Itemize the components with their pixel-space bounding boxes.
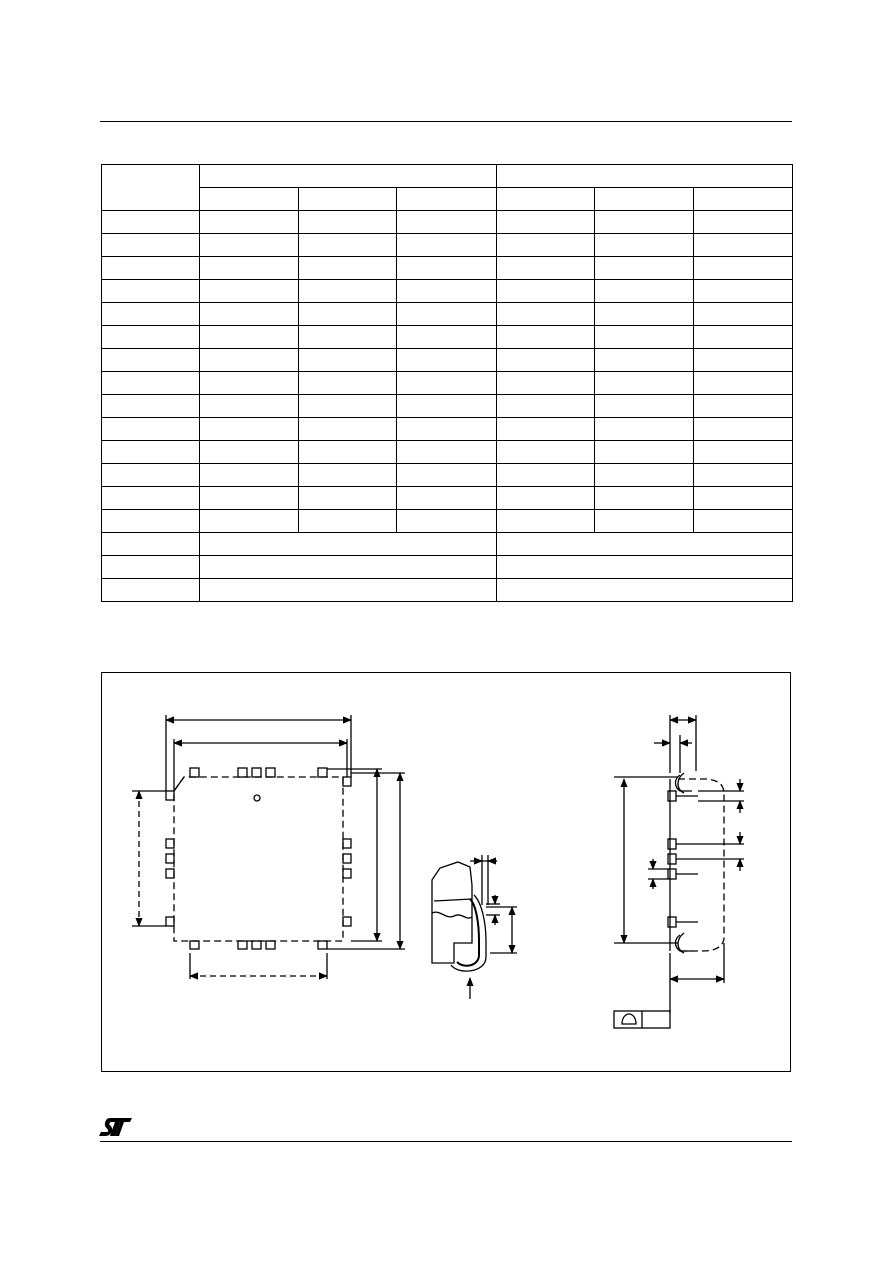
value-cell <box>496 257 594 280</box>
value-cell <box>200 464 298 487</box>
value-cell <box>200 441 298 464</box>
symbol-cell <box>102 326 200 349</box>
value-cell <box>595 257 693 280</box>
merged-value-cell <box>200 533 496 556</box>
symbol-cell <box>102 464 200 487</box>
value-cell <box>298 326 396 349</box>
symbol-cell <box>102 418 200 441</box>
package-top-view-drawing <box>132 715 405 979</box>
value-cell <box>595 234 693 257</box>
table-row <box>102 418 793 441</box>
value-cell <box>693 303 792 326</box>
value-cell <box>200 487 298 510</box>
value-cell <box>200 234 298 257</box>
value-cell <box>693 234 792 257</box>
st-logo-icon <box>99 1116 133 1138</box>
value-cell <box>298 303 396 326</box>
value-cell <box>298 487 396 510</box>
package-outline-figure <box>101 672 791 1072</box>
header-rule <box>100 121 792 122</box>
value-cell <box>298 464 396 487</box>
table-row <box>102 579 793 602</box>
subheader-cell <box>595 188 693 211</box>
value-cell <box>397 349 496 372</box>
value-cell <box>200 418 298 441</box>
value-cell <box>693 257 792 280</box>
table-row <box>102 211 793 234</box>
value-cell <box>397 211 496 234</box>
value-cell <box>200 211 298 234</box>
table-row <box>102 303 793 326</box>
value-cell <box>397 257 496 280</box>
table-header-row <box>102 165 793 188</box>
value-cell <box>397 395 496 418</box>
value-cell <box>397 303 496 326</box>
lead-detail-drawing <box>432 855 517 999</box>
merged-value-cell <box>200 579 496 602</box>
value-cell <box>496 372 594 395</box>
symbol-cell <box>102 349 200 372</box>
value-cell <box>298 234 396 257</box>
symbol-cell <box>102 280 200 303</box>
value-cell <box>693 487 792 510</box>
package-outline-drawing <box>102 673 792 1073</box>
value-cell <box>595 418 693 441</box>
value-cell <box>595 464 693 487</box>
symbol-cell <box>102 487 200 510</box>
symbol-cell <box>102 395 200 418</box>
value-cell <box>397 441 496 464</box>
value-cell <box>693 510 792 533</box>
value-cell <box>693 418 792 441</box>
value-cell <box>595 349 693 372</box>
value-cell <box>200 257 298 280</box>
value-cell <box>595 395 693 418</box>
value-cell <box>397 234 496 257</box>
projection-symbol-icon <box>614 1011 670 1028</box>
value-cell <box>496 487 594 510</box>
table-row <box>102 441 793 464</box>
subheader-cell <box>693 188 792 211</box>
value-cell <box>200 280 298 303</box>
table-subheader-row <box>102 188 793 211</box>
value-cell <box>200 349 298 372</box>
value-cell <box>595 510 693 533</box>
value-cell <box>397 372 496 395</box>
table-row <box>102 464 793 487</box>
value-cell <box>496 395 594 418</box>
value-cell <box>496 234 594 257</box>
value-cell <box>595 326 693 349</box>
table-row <box>102 510 793 533</box>
symbol-cell <box>102 211 200 234</box>
symbol-cell <box>102 556 200 579</box>
symbol-cell <box>102 234 200 257</box>
value-cell <box>298 418 396 441</box>
symbol-cell <box>102 303 200 326</box>
value-cell <box>496 211 594 234</box>
table-row <box>102 326 793 349</box>
table-row <box>102 372 793 395</box>
value-cell <box>496 464 594 487</box>
table-row <box>102 280 793 303</box>
value-cell <box>298 395 396 418</box>
table-row <box>102 487 793 510</box>
group-header-cell-1 <box>200 165 496 188</box>
merged-value-cell <box>496 533 792 556</box>
value-cell <box>496 303 594 326</box>
subheader-cell <box>298 188 396 211</box>
package-dimensions-table <box>101 164 793 602</box>
value-cell <box>200 395 298 418</box>
value-cell <box>200 510 298 533</box>
value-cell <box>397 326 496 349</box>
value-cell <box>595 211 693 234</box>
value-cell <box>595 303 693 326</box>
symbol-cell <box>102 510 200 533</box>
value-cell <box>693 349 792 372</box>
value-cell <box>693 372 792 395</box>
value-cell <box>298 211 396 234</box>
value-cell <box>397 464 496 487</box>
value-cell <box>693 464 792 487</box>
symbol-cell <box>102 257 200 280</box>
symbol-cell <box>102 533 200 556</box>
table-row <box>102 395 793 418</box>
symbol-cell <box>102 372 200 395</box>
value-cell <box>397 487 496 510</box>
value-cell <box>496 441 594 464</box>
subheader-cell <box>496 188 594 211</box>
value-cell <box>298 349 396 372</box>
table-row <box>102 349 793 372</box>
merged-value-cell <box>496 556 792 579</box>
table-row <box>102 556 793 579</box>
subheader-cell <box>397 188 496 211</box>
value-cell <box>298 510 396 533</box>
value-cell <box>496 510 594 533</box>
merged-value-cell <box>496 579 792 602</box>
table-row <box>102 234 793 257</box>
value-cell <box>595 372 693 395</box>
value-cell <box>595 441 693 464</box>
value-cell <box>397 280 496 303</box>
value-cell <box>298 372 396 395</box>
subheader-cell <box>200 188 298 211</box>
value-cell <box>693 280 792 303</box>
group-header-cell-2 <box>496 165 792 188</box>
table-row <box>102 533 793 556</box>
value-cell <box>200 303 298 326</box>
footer-rule <box>100 1141 792 1142</box>
value-cell <box>693 326 792 349</box>
value-cell <box>496 418 594 441</box>
symbol-cell <box>102 441 200 464</box>
value-cell <box>496 326 594 349</box>
value-cell <box>397 510 496 533</box>
value-cell <box>693 211 792 234</box>
value-cell <box>693 441 792 464</box>
value-cell <box>595 280 693 303</box>
value-cell <box>200 372 298 395</box>
package-side-view-drawing <box>614 715 744 1028</box>
table-row <box>102 257 793 280</box>
value-cell <box>397 418 496 441</box>
value-cell <box>496 349 594 372</box>
dim-header-cell <box>102 165 200 211</box>
symbol-cell <box>102 579 200 602</box>
value-cell <box>595 487 693 510</box>
value-cell <box>200 326 298 349</box>
value-cell <box>298 441 396 464</box>
value-cell <box>298 257 396 280</box>
value-cell <box>693 395 792 418</box>
value-cell <box>298 280 396 303</box>
merged-value-cell <box>200 556 496 579</box>
value-cell <box>496 280 594 303</box>
